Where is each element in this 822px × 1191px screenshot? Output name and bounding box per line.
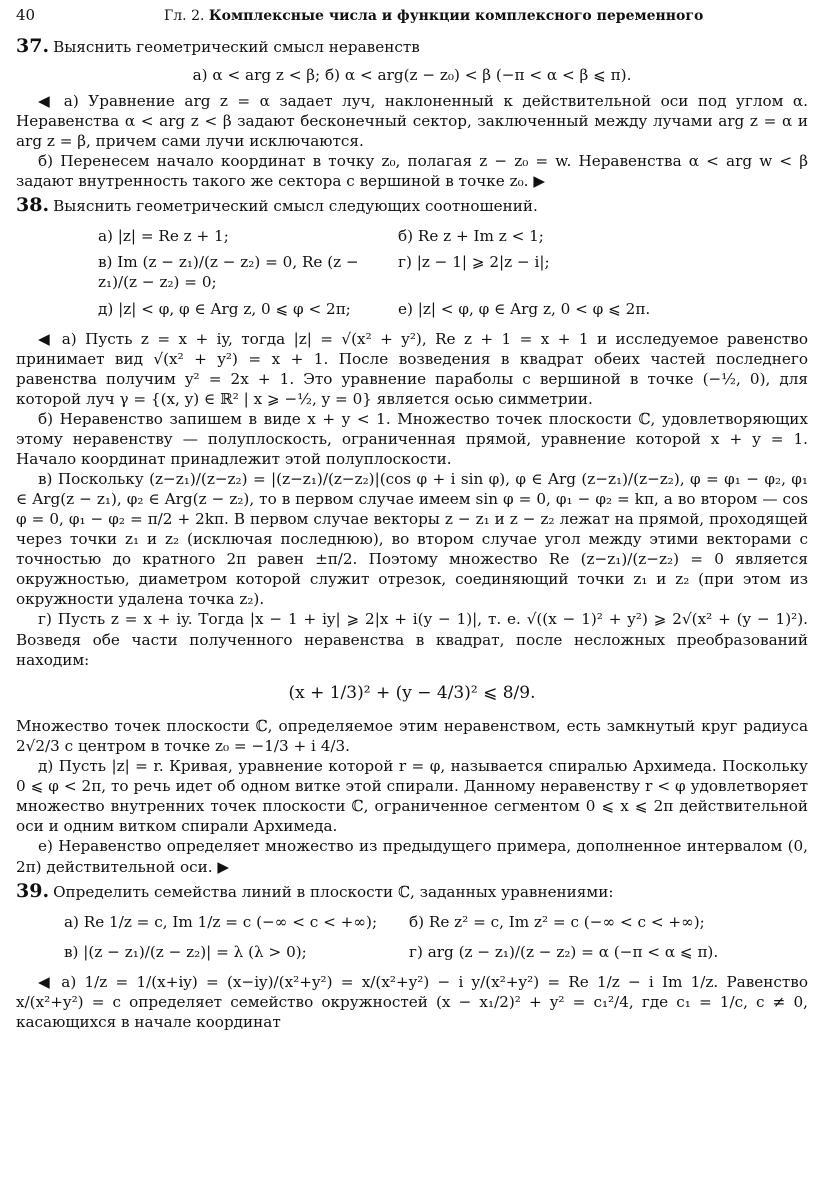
problem-38-solution-g: г) Пусть z = x + iy. Тогда |x − 1 + iy| ⩾ 2|x + i(y − 1)|, т. е. √((x − 1)² + y²) ⩾ 2√(x² + (y − 1)²). Возведя обе части полученного неравенства в квадрат, после несложных преобразований находим: <box>16 610 808 669</box>
problem-39-item-g: г) arg (z − z₁)/(z − z₂) = α (−π < α ⩽ π). <box>409 942 719 961</box>
running-title-text: Комплексные числа и функции комплексного переменного <box>208 8 704 24</box>
problem-38-title-text: Выяснить геометрический смысл следующих соотношений. <box>53 197 538 216</box>
problem-38-solution-b: б) Неравенство запишем в виде x + y < 1. Множество точек плоскости ℂ, удовлетворяющих этому неравенству — полуплоскость, ограниченная прямой, уравнение которой x + y = 1. Начало координат принадлежит этой полуплоскости. <box>16 409 808 468</box>
problem-38-items <box>98 226 808 318</box>
page-number: 40 <box>16 6 36 24</box>
problem-39-items <box>64 912 808 962</box>
running-title-prefix: Гл. 2. <box>164 8 205 24</box>
problem-39-title <box>16 879 808 904</box>
problem-38-item-a: а) |z| = Re z + 1; <box>98 227 229 246</box>
page <box>16 6 808 1032</box>
problem-38-item-b: б) Re z + Im z < 1; <box>398 227 544 246</box>
problem-37-solution-b: б) Перенесем начало координат в точку z₀, полагая z − z₀ = w. Неравенства α < arg w < β задают внутренность такого же сектора с вершиной в точке z₀. ▶ <box>16 152 808 191</box>
problem-37-title-text: Выяснить геометрический смысл неравенств <box>53 37 420 56</box>
problem-38-solution-a: ◀ а) Пусть z = x + iy, тогда |z| = √(x² + y²), Re z + 1 = x + 1 и исследуемое равенство принимает вид √(x² + y²) = x + 1. После возведения в квадрат обеих частей последнего равенства получим y² = 2x + 1. Это уравнение параболы с вершиной в точке (−½, 0), для которой луч γ = {(x, y) ∈ ℝ² | x ⩾ −½, y = 0} является осью симметрии. <box>16 329 808 408</box>
problem-39-number: 39. <box>16 879 50 902</box>
running-header <box>16 6 808 26</box>
problem-37-number: 37. <box>16 34 50 57</box>
problem-38-number: 38. <box>16 194 50 217</box>
problem-38-display-formula: (x + 1/3)² + (y − 4/3)² ⩽ 8/9. <box>288 682 536 703</box>
problem-38-item-e: е) |z| < φ, φ ∈ Arg z, 0 < φ ⩽ 2π. <box>398 299 651 318</box>
problem-38-item-v: в) Im (z − z₁)/(z − z₂) = 0, Re (z − z₁)/(z − z₂) = 0; <box>98 253 359 292</box>
problem-39-item-a: а) Re 1/z = c, Im 1/z = c (−∞ < c < +∞); <box>64 912 378 931</box>
problem-39-solution-a: ◀ а) 1/z = 1/(x+iy) = (x−iy)/(x²+y²) = x/(x²+y²) − i y/(x²+y²) = Re 1/z − i Im 1/z. Равенство x/(x²+y²) = c определяет семейство окружностей (x − x₁/2)² + y² = c₁²/4, где c₁ = 1/c, c ≠ 0, касающихся в начале координат <box>16 972 808 1031</box>
problem-38-item-d: д) |z| < φ, φ ∈ Arg z, 0 ⩽ φ < 2π; <box>98 299 351 318</box>
problem-38-solution-circle: Множество точек плоскости ℂ, определяемое этим неравенством, есть замкнутый круг радиуса 2√2/3 с центром в точке z₀ = −1/3 + i 4/3. <box>16 717 808 756</box>
problem-37-solution-a: ◀ а) Уравнение arg z = α задает луч, наклоненный к действительной оси под углом α. Неравенства α < arg z < β задают бесконечный сектор, заключенный между лучами arg z = α и arg z = β, причем сами лучи исключаются. <box>16 91 808 151</box>
problem-38-solution-v: в) Поскольку (z−z₁)/(z−z₂) = |(z−z₁)/(z−z₂)|(cos φ + i sin φ), φ ∈ Arg (z−z₁)/(z−z₂), φ = φ₁ − φ₂, φ₁ ∈ Arg(z − z₁), φ₂ ∈ Arg(z − z₂), то в первом случае имеем sin φ = 0, φ₁ − φ₂ = kπ, а во втором — cos φ = 0, φ₁ − φ₂ = π/2 + 2kπ. В первом случае векторы z − z₁ и z − z₂ лежат на прямой, проходящей через точки z₁ и z₂ (исключая последнюю), во втором случае угол между этими векторами с точностью до кратного 2π равен ±π/2. Поэтому множество Re (z−z₁)/(z−z₂) = 0 является окружностью, диаметром которой служит отрезок, соединяющий точки z₁ и z₂ (при этом из окружности удалена точка z₂). <box>16 470 808 609</box>
running-title <box>164 7 703 25</box>
problem-38-solution-e: е) Неравенство определяет множество из предыдущего примера, дополненное интервалом (0, 2π) действительной оси. ▶ <box>16 837 808 876</box>
problem-38-title <box>16 193 808 218</box>
problem-39-item-v: в) |(z − z₁)/(z − z₂)| = λ (λ > 0); <box>64 942 307 961</box>
problem-38-solution-d: д) Пусть |z| = r. Кривая, уравнение которой r = φ, называется спиралью Архимеда. Поскольку 0 ⩽ φ < 2π, то речь идет об одном витке этой спирали. Данному неравенству r < φ удовлетворяет множество внутренних точек плоскости ℂ, ограниченное сегментом 0 ⩽ x ⩽ 2π действительной оси и одним витком спирали Архимеда. <box>16 757 808 836</box>
problem-37-statement: а) α < arg z < β; б) α < arg(z − z₀) < β (−π < α < β ⩽ π). <box>192 65 632 84</box>
problem-37-title <box>16 34 808 59</box>
problem-39-item-b: б) Re z² = c, Im z² = c (−∞ < c < +∞); <box>409 912 705 931</box>
problem-38-item-g: г) |z − 1| ⩾ 2|z − i|; <box>398 253 550 272</box>
problem-39-title-text: Определить семейства линий в плоскости ℂ, заданных уравнениями: <box>53 882 614 901</box>
